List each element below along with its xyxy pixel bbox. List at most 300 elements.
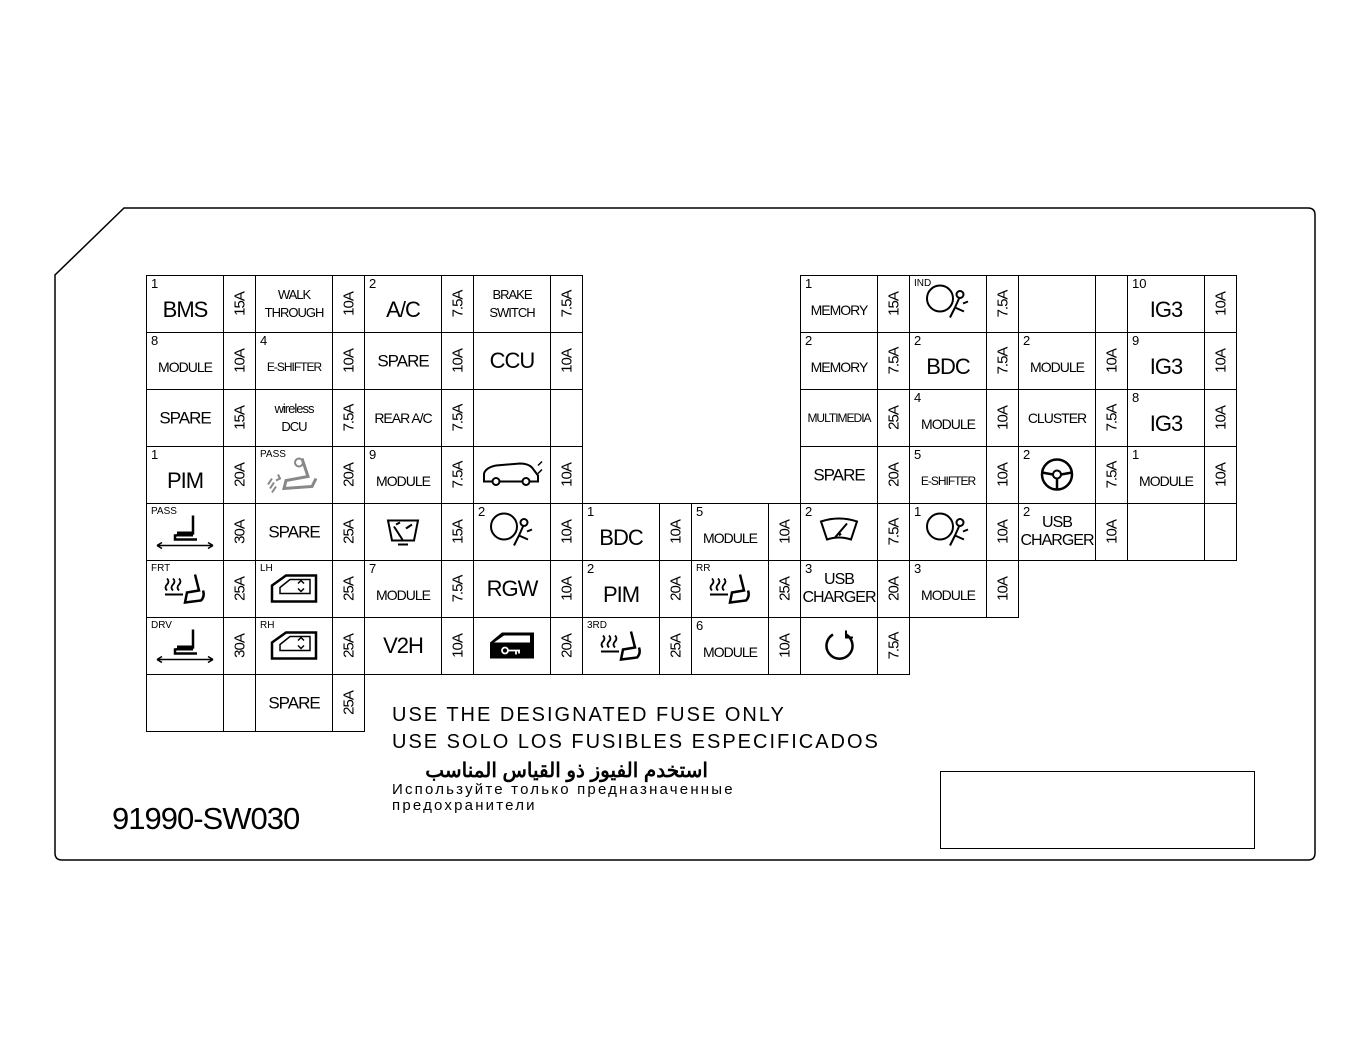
fuse-label-text: MODULE: [1139, 472, 1193, 489]
fuse-slot: [255, 674, 365, 732]
fuse-label: [1128, 410, 1204, 436]
fuse-slot: [364, 503, 474, 561]
fuse-amperage: 10A: [1212, 292, 1229, 316]
fuse-slot: [255, 389, 365, 447]
fuse-rating-area: [877, 561, 909, 617]
fuse-number: PASS: [260, 449, 286, 460]
fuse-amperage: 7.5A: [994, 290, 1011, 318]
fuse-rating-area: [877, 333, 909, 389]
part-number: 91990-SW030: [112, 801, 300, 836]
fuse-name-area: [801, 561, 877, 617]
fuse-label-text: SPARE: [813, 465, 865, 485]
fuse-label-text: MODULE: [376, 472, 430, 489]
fuse-rating-area: [441, 333, 473, 389]
fuse-name-area: [256, 390, 332, 446]
fuse-name-area: [1019, 504, 1095, 560]
fuse-name-area: [365, 276, 441, 332]
fuse-label-text: IG3: [1149, 296, 1183, 322]
fuse-slot: [473, 617, 583, 675]
fuse-name-area: [1128, 447, 1204, 503]
fuse-amperage: 25A: [885, 406, 902, 430]
fuse-rating-area: [986, 333, 1018, 389]
fuse-amperage: 10A: [994, 577, 1011, 601]
fuse-rating-area: [332, 276, 364, 332]
fuse-name-area: [147, 561, 223, 617]
fuse-rating-area: [659, 618, 691, 674]
fuse-name-area: [1128, 504, 1204, 560]
fuse-name-area: [365, 504, 441, 560]
note-russian-line2: предохранители: [392, 797, 537, 814]
note-arabic: استخدم الفيوز ذو القياس المناسب: [425, 760, 708, 782]
fuse-number: PASS: [151, 506, 177, 517]
fuse-name-area: [256, 561, 332, 617]
fuse-name-area: [256, 504, 332, 560]
fuse-amperage: 10A: [449, 349, 466, 373]
fuse-rating-area: [550, 333, 582, 389]
fuse-name-area: [474, 618, 550, 674]
fuse-slot: [800, 332, 910, 390]
fuse-name-area: [256, 276, 332, 332]
fuse-slot: [800, 389, 910, 447]
fuse-label-text: MEMORY: [810, 358, 868, 375]
fuse-label: [365, 296, 441, 322]
fuse-number: RR: [696, 563, 711, 574]
fuse-amperage: 20A: [885, 463, 902, 487]
fuse-number: 3: [914, 561, 922, 576]
fuse-name-area: [801, 390, 877, 446]
seat-slide-icon: [153, 628, 217, 669]
fuse-label-text: SPARE: [268, 522, 320, 542]
fuse-name-area: [801, 276, 877, 332]
fuse-rating-area: [223, 675, 255, 731]
fuse-slot: [800, 446, 910, 504]
fuse-slot: [473, 389, 583, 447]
fuse-slot: [691, 560, 801, 618]
fuse-name-area: [256, 447, 332, 503]
fuse-name-area: [692, 618, 768, 674]
fuse-label: [365, 474, 441, 488]
fuse-slot: [1127, 389, 1237, 447]
fuse-amperage: 25A: [340, 520, 357, 544]
fuse-number: 9: [369, 447, 377, 462]
fuse-slot: [1018, 389, 1128, 447]
fuse-rating-area: [332, 504, 364, 560]
note-spanish: USE SOLO LOS FUSIBLES ESPECIFICADOS: [392, 731, 880, 753]
heated-seat-icon: [597, 628, 645, 669]
fuse-slot: [473, 446, 583, 504]
fuse-name-area: [1128, 390, 1204, 446]
fuse-name-area: [365, 561, 441, 617]
fuse-slot: [800, 560, 910, 618]
fuse-rating-area: [1095, 390, 1127, 446]
fuse-amperage: 20A: [667, 577, 684, 601]
fuse-rating-area: [441, 504, 473, 560]
note-english: USE THE DESIGNATED FUSE ONLY: [392, 704, 786, 726]
fuse-rating-area: [1204, 447, 1236, 503]
airbag-icon: [922, 510, 974, 559]
fuse-slot: [364, 560, 474, 618]
airbag-icon: [486, 510, 538, 559]
fuse-label: [801, 467, 877, 484]
fuse-number: 1: [587, 504, 595, 519]
fuse-label: [692, 531, 768, 545]
fuse-label-text: MODULE: [703, 643, 757, 660]
fuse-label-text: BMS: [162, 296, 208, 322]
fuse-name-area: [583, 561, 659, 617]
fuse-slot: [800, 275, 910, 333]
fuse-slot: [255, 503, 365, 561]
fuse-slot: [146, 560, 256, 618]
fuse-slot: [800, 503, 910, 561]
fuse-slot: [909, 503, 1019, 561]
fuse-amperage: 10A: [776, 520, 793, 544]
fuse-rating-area: [1095, 276, 1127, 332]
fuse-rating-area: [1204, 276, 1236, 332]
fuse-amperage: 7.5A: [340, 404, 357, 432]
fuse-slot: [473, 503, 583, 561]
fuse-amperage: 25A: [776, 577, 793, 601]
rear-wiper-icon: [384, 515, 422, 554]
fuse-label-text: BDC: [599, 524, 643, 550]
fuse-rating-area: [441, 390, 473, 446]
fuse-label: [801, 303, 877, 317]
fuse-rating-area: [986, 504, 1018, 560]
fuse-name-area: [801, 618, 877, 674]
fuse-name-area: [583, 504, 659, 560]
fuse-name-area: [474, 390, 550, 446]
fuse-rating-area: [986, 276, 1018, 332]
fuse-slot: [146, 275, 256, 333]
fuse-number: 8: [1132, 390, 1140, 405]
fuse-name-area: [583, 618, 659, 674]
fuse-slot: [582, 503, 692, 561]
fuse-number: RH: [260, 620, 275, 631]
fuse-rating-area: [1204, 333, 1236, 389]
fuse-label: [910, 417, 986, 431]
fuse-name-area: [147, 447, 223, 503]
fuse-rating-area: [441, 447, 473, 503]
fuse-rating-area: [223, 276, 255, 332]
fuse-label-text: REAR A/C: [374, 410, 432, 426]
note-russian-line1: Используйте только предназначенные: [392, 781, 735, 798]
fuse-amperage: 10A: [340, 349, 357, 373]
fuse-name-area: [910, 276, 986, 332]
fuse-amperage: 25A: [340, 691, 357, 715]
fuse-number: 5: [696, 504, 704, 519]
fuse-slot: [909, 560, 1019, 618]
fuse-slot: [364, 446, 474, 504]
fuse-slot: [473, 275, 583, 333]
fuse-label-text-line2: CHARGER: [802, 589, 876, 606]
fuse-name-area: [365, 618, 441, 674]
fuse-slot: [146, 446, 256, 504]
fuse-label-text: PIM: [166, 467, 204, 493]
fuse-name-area: [147, 675, 223, 731]
fuse-amperage: 10A: [1103, 520, 1120, 544]
fuse-rating-area: [768, 504, 800, 560]
fuse-amperage: 7.5A: [885, 518, 902, 546]
fuse-label: [583, 524, 659, 550]
fuse-label-text: BDC: [926, 353, 970, 379]
fuse-name-area: [147, 333, 223, 389]
fuse-amperage: 7.5A: [1103, 461, 1120, 489]
fuse-amperage: 10A: [340, 292, 357, 316]
fuse-amperage: 7.5A: [994, 347, 1011, 375]
fuse-slot: [1127, 446, 1237, 504]
fuse-label: [1019, 514, 1095, 550]
fuse-number: 2: [1023, 447, 1031, 462]
fuse-amperage: 25A: [340, 634, 357, 658]
fuse-label-text-line2: CHARGER: [1020, 532, 1094, 549]
fuse-number: 2: [805, 333, 813, 348]
fuse-rating-area: [550, 276, 582, 332]
heated-seat-icon: [161, 571, 209, 612]
fuse-slot: [800, 617, 910, 675]
fuse-label: [474, 350, 550, 372]
fuse-rating-area: [768, 561, 800, 617]
fuse-name-area: [365, 390, 441, 446]
fuse-slot: [364, 617, 474, 675]
fuse-label-text: PIM: [602, 581, 640, 607]
fuse-slot: [473, 560, 583, 618]
fuse-slot: [1018, 503, 1128, 561]
fuse-slot: [909, 275, 1019, 333]
fuse-number: DRV: [151, 620, 172, 631]
fuse-label-text-line2: THROUGH: [264, 305, 324, 320]
airbag-icon: [922, 282, 974, 331]
fuse-number: 4: [914, 390, 922, 405]
fuse-rating-area: [550, 390, 582, 446]
fuse-name-area: [147, 390, 223, 446]
fuse-rating-area: [550, 504, 582, 560]
fuse-label: [1128, 296, 1204, 322]
fuse-label-text: E-SHIFTER: [920, 473, 976, 488]
fuse-rating-area: [223, 561, 255, 617]
fuse-amperage: 7.5A: [885, 632, 902, 660]
fuse-amperage: 7.5A: [558, 290, 575, 318]
fuse-number: 3: [805, 561, 813, 576]
fuse-amperage: 25A: [340, 577, 357, 601]
fuse-label: [910, 353, 986, 379]
seat-slide-icon: [153, 514, 217, 555]
fuse-rating-area: [550, 447, 582, 503]
fuse-label-text: MODULE: [158, 358, 212, 375]
fuse-amperage: 15A: [231, 406, 248, 430]
fuse-slot: [582, 617, 692, 675]
fuse-label-text: wireless: [274, 401, 314, 416]
fuse-number: 2: [369, 276, 377, 291]
fuse-number: 1: [805, 276, 813, 291]
fuse-amperage: 10A: [1212, 406, 1229, 430]
fuse-label-text: RGW: [486, 576, 538, 601]
fuse-rating-area: [877, 390, 909, 446]
blank-label-box: [940, 771, 1255, 849]
fuse-slot: [1127, 275, 1237, 333]
fuse-amperage: 7.5A: [449, 461, 466, 489]
fuse-slot: [473, 332, 583, 390]
fuse-amperage: 15A: [449, 520, 466, 544]
fuse-label-text: E-SHIFTER: [266, 359, 322, 374]
fuse-rating-area: [986, 447, 1018, 503]
fuse-number: 2: [1023, 504, 1031, 519]
fuse-label-text: USB: [1042, 514, 1072, 531]
fuse-rating-area: [877, 618, 909, 674]
fuse-number: 6: [696, 618, 704, 633]
fuse-amperage: 30A: [231, 634, 248, 658]
fuse-rating-area: [550, 618, 582, 674]
fuse-amperage: 20A: [231, 463, 248, 487]
fuse-label: [365, 635, 441, 657]
fuse-label: [692, 645, 768, 659]
fuse-name-area: [474, 276, 550, 332]
fuse-label: [147, 410, 223, 427]
fuse-label-text: MODULE: [703, 529, 757, 546]
fuse-amperage: 10A: [1212, 463, 1229, 487]
fuse-rating-area: [332, 618, 364, 674]
fuse-number: 1: [1132, 447, 1140, 462]
fuse-label: [474, 578, 550, 600]
fuse-name-area: [910, 390, 986, 446]
front-wiper-icon: [817, 518, 861, 551]
fuse-number: 2: [805, 504, 813, 519]
fuse-amperage: 10A: [1103, 349, 1120, 373]
fuse-number: FRT: [151, 563, 171, 574]
fuse-name-area: [256, 333, 332, 389]
fuse-slot: [691, 617, 801, 675]
fuse-name-area: [801, 504, 877, 560]
fuse-amperage: 10A: [667, 520, 684, 544]
fuse-slot: [1018, 446, 1128, 504]
fuse-rating-area: [1204, 504, 1236, 560]
fuse-name-area: [1128, 333, 1204, 389]
fuse-label-text: SPARE: [377, 351, 429, 371]
fuse-number: 1: [151, 447, 159, 462]
fuse-label: [365, 588, 441, 602]
fuse-slot: [909, 446, 1019, 504]
fuse-slot: [146, 503, 256, 561]
fuse-label-text: A/C: [386, 296, 420, 322]
fuse-label: [1128, 474, 1204, 488]
fuse-amperage: 15A: [885, 292, 902, 316]
tailgate-icon: [480, 460, 544, 495]
fuse-slot: [146, 674, 256, 732]
fuse-number: 3RD: [587, 620, 608, 631]
fuse-instruction-notes: [392, 704, 880, 814]
fuse-name-area: [1019, 333, 1095, 389]
fuse-amperage: 10A: [449, 634, 466, 658]
fuse-amperage: 10A: [558, 463, 575, 487]
fuse-label-text-line2: SWITCH: [489, 305, 535, 320]
fuse-label: [474, 286, 550, 322]
fuse-slot: [255, 275, 365, 333]
fuse-name-area: [147, 276, 223, 332]
power-seat-icon: [264, 455, 324, 500]
fuse-name-area: [692, 561, 768, 617]
fuse-name-area: [1019, 447, 1095, 503]
fuse-number: 2: [1023, 333, 1031, 348]
fuse-amperage: 10A: [994, 406, 1011, 430]
fuse-label: [365, 353, 441, 370]
fuse-name-area: [256, 675, 332, 731]
fuse-amperage: 7.5A: [449, 404, 466, 432]
fuse-number: LH: [260, 563, 273, 574]
fuse-rating-area: [986, 390, 1018, 446]
fuse-slot: [255, 446, 365, 504]
fuse-slot: [364, 275, 474, 333]
fuse-rating-area: [877, 504, 909, 560]
fuse-slot: [364, 332, 474, 390]
fuse-rating-area: [332, 447, 364, 503]
fuse-rating-area: [441, 276, 473, 332]
fuse-name-area: [147, 504, 223, 560]
fuse-number: IND: [914, 278, 932, 289]
fuse-label-text: V2H: [383, 633, 423, 658]
fuse-name-area: [474, 504, 550, 560]
fuse-label: [910, 588, 986, 602]
fuse-amperage: 7.5A: [885, 347, 902, 375]
fuse-amperage: 20A: [885, 577, 902, 601]
fuse-name-area: [365, 447, 441, 503]
fuse-name-area: [474, 561, 550, 617]
fuse-name-area: [365, 333, 441, 389]
fuse-amperage: 7.5A: [449, 290, 466, 318]
fuse-rating-area: [332, 675, 364, 731]
fuse-rating-area: [223, 618, 255, 674]
fuse-label: [256, 361, 332, 373]
fuse-label-text-line2: DCU: [281, 419, 307, 434]
fuse-amperage: 7.5A: [449, 575, 466, 603]
fuse-label: [801, 412, 877, 424]
fuse-slot: [1127, 332, 1237, 390]
fuse-label: [1019, 360, 1095, 374]
fuse-amperage: 25A: [667, 634, 684, 658]
fuse-amperage: 10A: [994, 520, 1011, 544]
fuse-slot: [582, 560, 692, 618]
fuse-slot: [146, 332, 256, 390]
fuse-amperage: 20A: [340, 463, 357, 487]
fuse-number: 2: [914, 333, 922, 348]
fuse-rating-area: [1095, 333, 1127, 389]
fuse-name-area: [1128, 276, 1204, 332]
fuse-rating-area: [877, 276, 909, 332]
fuse-slot: [691, 503, 801, 561]
fuse-rating-area: [1204, 390, 1236, 446]
fuse-number: 5: [914, 447, 922, 462]
fuse-label-text: MEMORY: [810, 301, 868, 318]
fuse-rating-area: [877, 447, 909, 503]
fuse-label-text: IG3: [1149, 353, 1183, 379]
fuse-slot: [255, 617, 365, 675]
fuse-rating-area: [441, 618, 473, 674]
fuse-rating-area: [986, 561, 1018, 617]
fuse-name-area: [910, 333, 986, 389]
fuse-rating-area: [332, 333, 364, 389]
fuse-number: 9: [1132, 333, 1140, 348]
steering-wheel-icon: [1038, 456, 1076, 499]
fuse-number: 8: [151, 333, 159, 348]
fuse-label: [147, 467, 223, 493]
fuse-amperage: 30A: [231, 520, 248, 544]
fuse-slot: [146, 389, 256, 447]
fuse-number: 2: [587, 561, 595, 576]
fuse-rating-area: [223, 333, 255, 389]
fuse-slot: [1018, 332, 1128, 390]
fuse-number: 2: [478, 504, 486, 519]
window-icon: [268, 572, 320, 611]
fuse-name-area: [1019, 390, 1095, 446]
fuse-label: [801, 571, 877, 607]
fuse-rating-area: [1095, 504, 1127, 560]
